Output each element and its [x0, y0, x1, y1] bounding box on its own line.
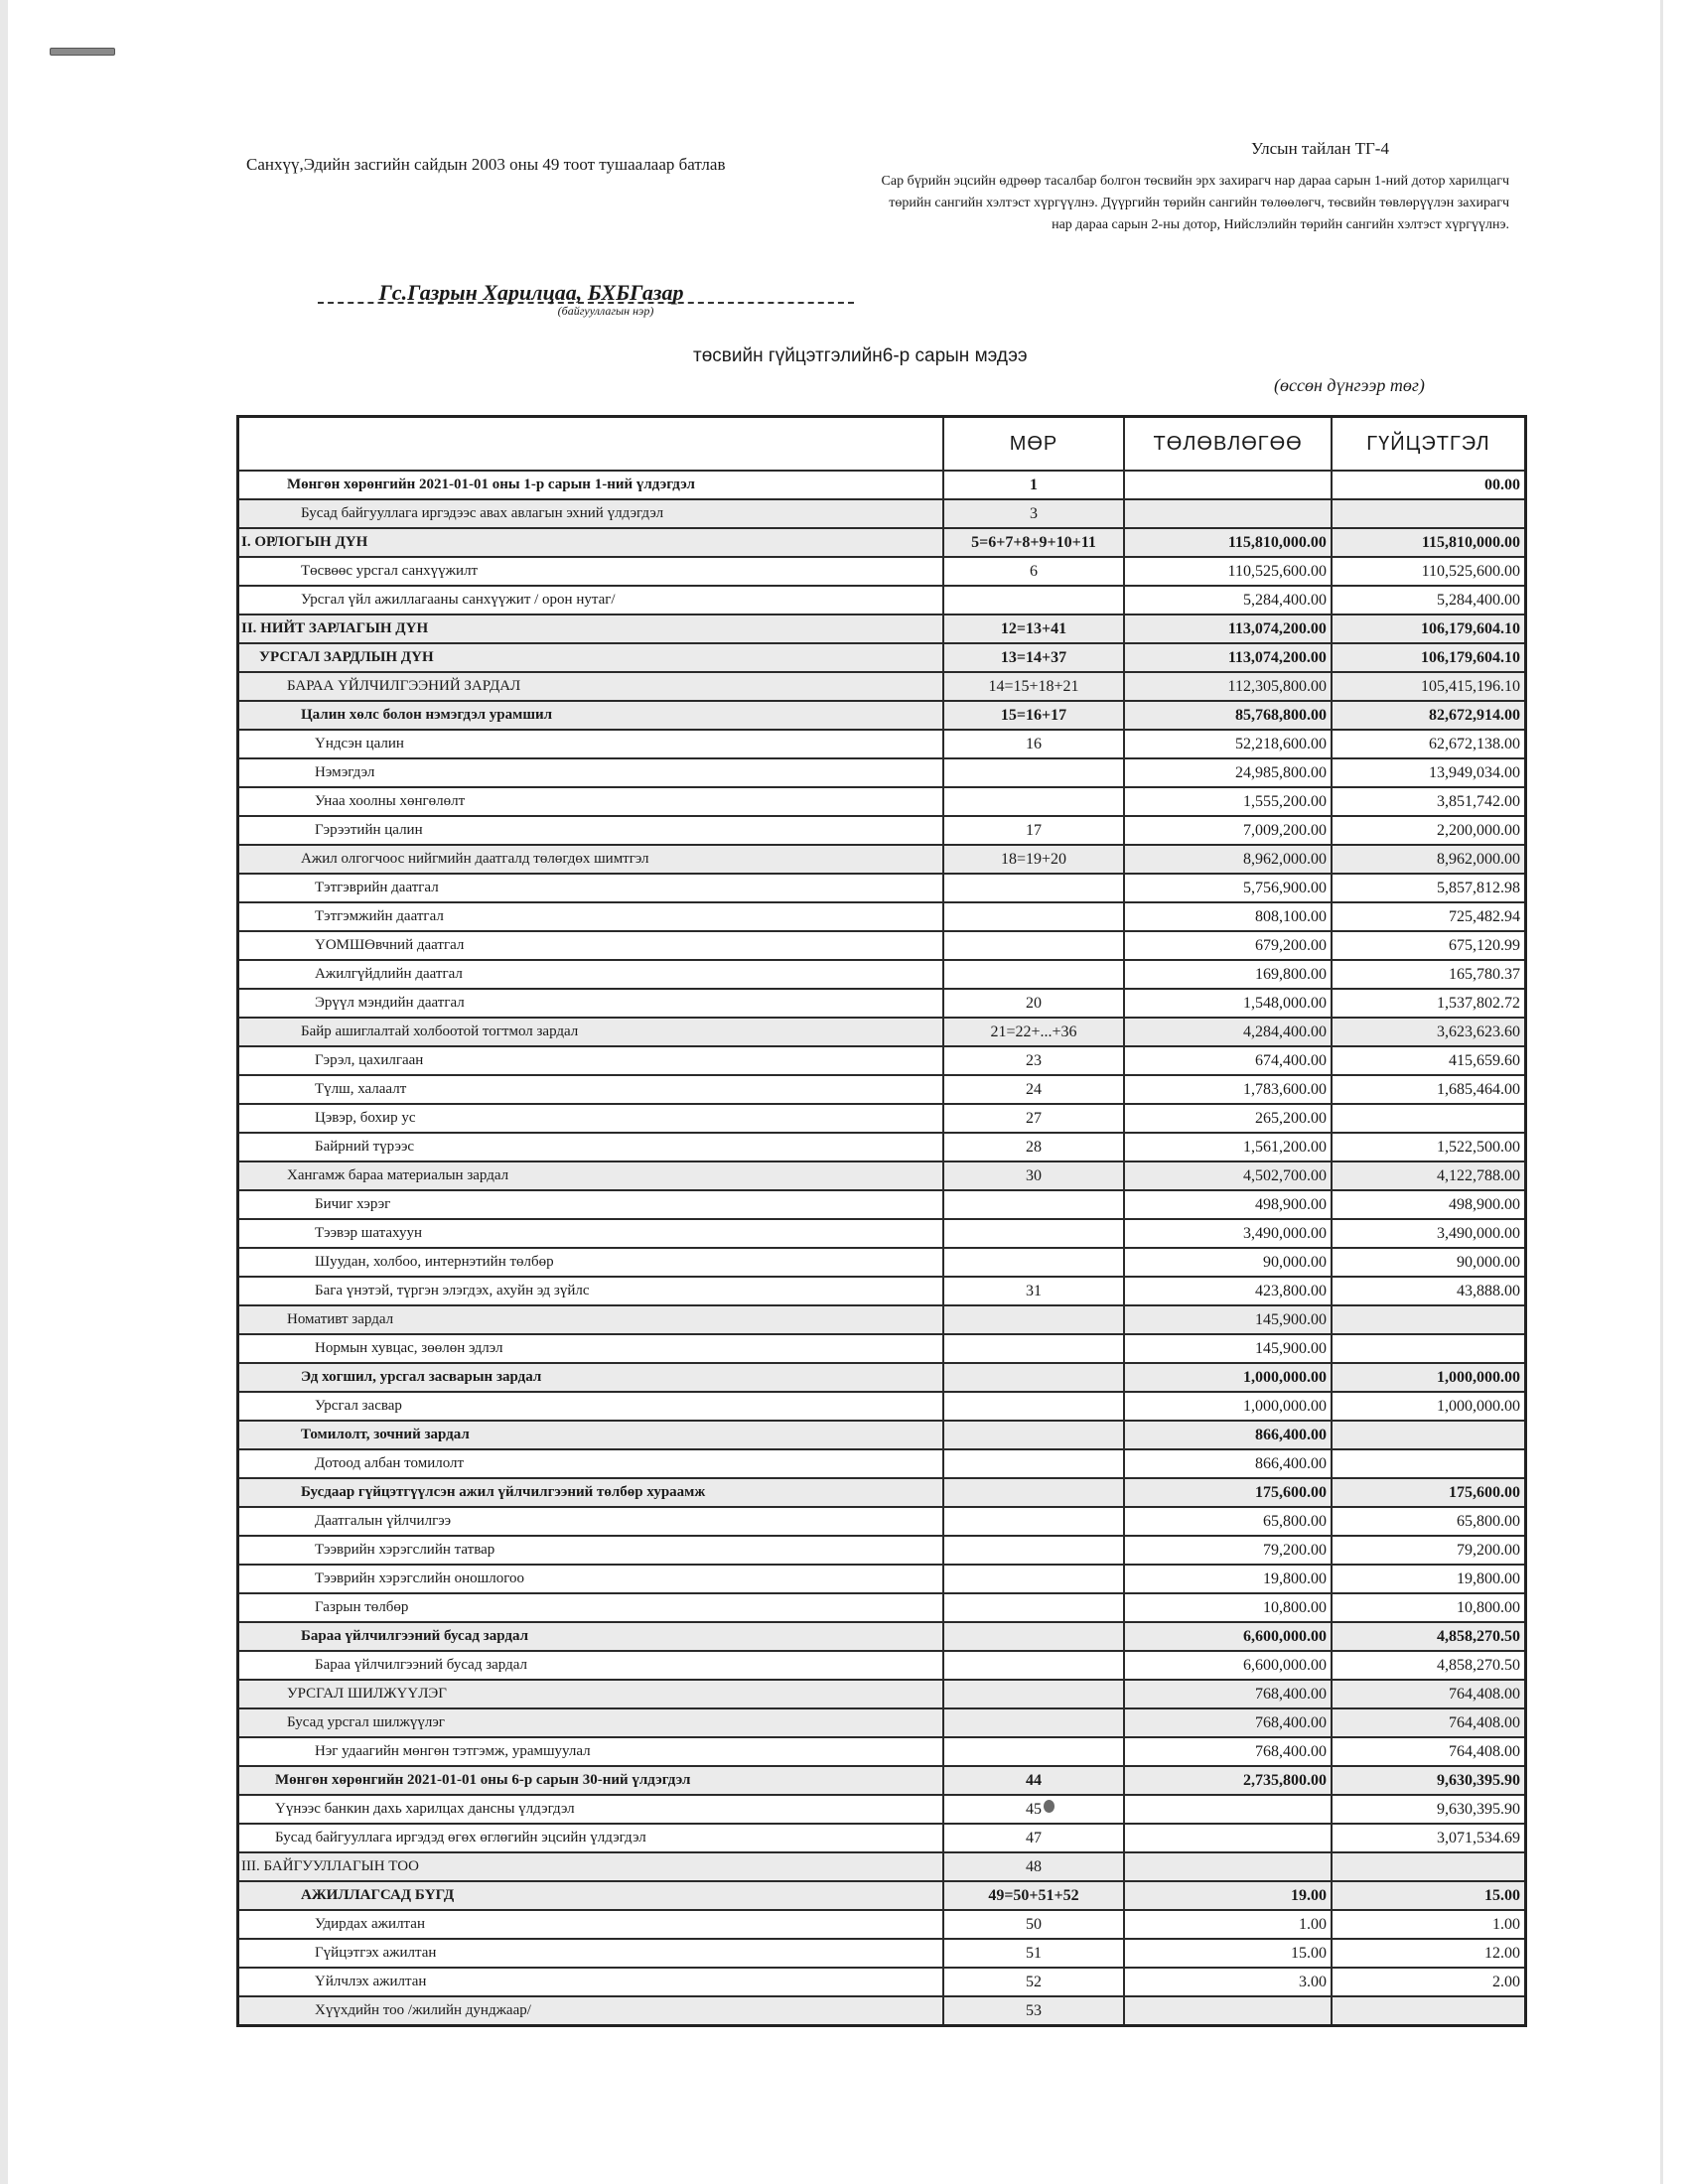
row-number: [943, 960, 1125, 989]
plan-value: 498,900.00: [1124, 1190, 1332, 1219]
plan-value: 866,400.00: [1124, 1421, 1332, 1449]
row-number: [943, 931, 1125, 960]
execution-value: 00.00: [1332, 471, 1526, 499]
row-number: 24: [943, 1075, 1125, 1104]
execution-value: 19,800.00: [1332, 1565, 1526, 1593]
row-label: Байр ашиглалтай холбоотой тогтмол зардал: [238, 1018, 943, 1046]
table-row: [238, 643, 1526, 672]
table-row: [238, 1046, 1526, 1075]
row-number: 18=19+20: [943, 845, 1125, 874]
row-number: 6: [943, 557, 1125, 586]
row-number: 47: [943, 1824, 1125, 1852]
row-number: 14=15+18+21: [943, 672, 1125, 701]
table-row: [238, 1622, 1526, 1651]
table-row: [238, 557, 1526, 586]
table-row: [238, 1449, 1526, 1478]
row-number: [943, 1363, 1125, 1392]
execution-value: 105,415,196.10: [1332, 672, 1526, 701]
execution-value: 764,408.00: [1332, 1680, 1526, 1708]
column-header-label: [238, 417, 943, 472]
table-row: [238, 1593, 1526, 1622]
execution-value: 106,179,604.10: [1332, 643, 1526, 672]
table-row: [238, 586, 1526, 614]
row-label: Гэрээтийн цалин: [238, 816, 943, 845]
row-label: Тэтгэврийн даатгал: [238, 874, 943, 902]
row-label: Шуудан, холбоо, интернэтийн төлбөр: [238, 1248, 943, 1277]
table-row: [238, 1334, 1526, 1363]
plan-value: 1,548,000.00: [1124, 989, 1332, 1018]
row-label: Нормын хувцас, зөөлөн эдлэл: [238, 1334, 943, 1363]
table-row: [238, 1680, 1526, 1708]
table-row: [238, 1075, 1526, 1104]
execution-value: [1332, 1104, 1526, 1133]
execution-value: 3,851,742.00: [1332, 787, 1526, 816]
plan-value: 5,284,400.00: [1124, 586, 1332, 614]
execution-value: [1332, 499, 1526, 528]
table-row: [238, 1910, 1526, 1939]
row-label: Бага үнэтэй, түргэн элэгдэх, ахуйн эд зүйлс: [238, 1277, 943, 1305]
row-number: [943, 1421, 1125, 1449]
plan-value: 674,400.00: [1124, 1046, 1332, 1075]
plan-value: 1,000,000.00: [1124, 1363, 1332, 1392]
row-number: 12=13+41: [943, 614, 1125, 643]
plan-value: 1,555,200.00: [1124, 787, 1332, 816]
execution-value: 90,000.00: [1332, 1248, 1526, 1277]
plan-value: 1,783,600.00: [1124, 1075, 1332, 1104]
row-number: [943, 1392, 1125, 1421]
row-label: Бичиг хэрэг: [238, 1190, 943, 1219]
execution-value: 1,000,000.00: [1332, 1363, 1526, 1392]
table-row: [238, 787, 1526, 816]
table-row: [238, 1939, 1526, 1968]
row-number: 23: [943, 1046, 1125, 1075]
execution-value: 4,122,788.00: [1332, 1161, 1526, 1190]
plan-value: 768,400.00: [1124, 1680, 1332, 1708]
table-row: [238, 499, 1526, 528]
plan-value: 79,200.00: [1124, 1536, 1332, 1565]
plan-value: 19,800.00: [1124, 1565, 1332, 1593]
execution-value: 12.00: [1332, 1939, 1526, 1968]
table-row: [238, 1737, 1526, 1766]
table-row: [238, 1852, 1526, 1881]
row-number: 51: [943, 1939, 1125, 1968]
row-label: Бусдаар гүйцэтгүүлсэн ажил үйлчилгээний төлбөр хураамж: [238, 1478, 943, 1507]
execution-value: [1332, 1996, 1526, 2026]
row-number: 48: [943, 1852, 1125, 1881]
row-label: Удирдах ажилтан: [238, 1910, 943, 1939]
row-number: 5=6+7+8+9+10+11: [943, 528, 1125, 557]
plan-value: 6,600,000.00: [1124, 1622, 1332, 1651]
plan-value: 15.00: [1124, 1939, 1332, 1968]
execution-value: 4,858,270.50: [1332, 1622, 1526, 1651]
table-row: [238, 1104, 1526, 1133]
row-label: Урсгал үйл ажиллагааны санхүүжит / орон нутаг/: [238, 586, 943, 614]
table-row: [238, 1133, 1526, 1161]
plan-value: [1124, 471, 1332, 499]
table-row: [238, 960, 1526, 989]
row-number: [943, 1680, 1125, 1708]
row-label: Тээврийн хэрэгслийн татвар: [238, 1536, 943, 1565]
plan-value: 1.00: [1124, 1910, 1332, 1939]
scan-right-edge: [1660, 0, 1663, 2184]
plan-value: 10,800.00: [1124, 1593, 1332, 1622]
table-row: [238, 1219, 1526, 1248]
execution-value: 1,522,500.00: [1332, 1133, 1526, 1161]
plan-value: 265,200.00: [1124, 1104, 1332, 1133]
row-number: [943, 1190, 1125, 1219]
row-number: [943, 1334, 1125, 1363]
execution-value: 79,200.00: [1332, 1536, 1526, 1565]
table-row: [238, 758, 1526, 787]
row-label: Тэтгэмжийн даатгал: [238, 902, 943, 931]
row-label: II. НИЙТ ЗАРЛАГЫН ДҮН: [238, 614, 943, 643]
execution-value: 3,623,623.60: [1332, 1018, 1526, 1046]
table-row: [238, 1421, 1526, 1449]
row-label: Мөнгөн хөрөнгийн 2021-01-01 оны 6-р сарын 30-ний үлдэгдэл: [238, 1766, 943, 1795]
row-label: Бусад байгууллага иргэдэд өгөх өглөгийн эцсийн үлдэгдэл: [238, 1824, 943, 1852]
row-number: 52: [943, 1968, 1125, 1996]
table-row: [238, 528, 1526, 557]
execution-value: 1.00: [1332, 1910, 1526, 1939]
report-code: Улсын тайлан ТГ-4: [1251, 139, 1389, 158]
execution-value: [1332, 1334, 1526, 1363]
row-label: Мөнгөн хөрөнгийн 2021-01-01 оны 1-р сарын 1-ний үлдэгдэл: [238, 471, 943, 499]
row-label: Эд хогшил, урсгал засварын зардал: [238, 1363, 943, 1392]
row-number: 1: [943, 471, 1125, 499]
table-row: [238, 1881, 1526, 1910]
execution-value: 175,600.00: [1332, 1478, 1526, 1507]
table-row: [238, 1305, 1526, 1334]
plan-value: [1124, 1852, 1332, 1881]
table-row: [238, 701, 1526, 730]
plan-value: 52,218,600.00: [1124, 730, 1332, 758]
row-label: Үндсэн цалин: [238, 730, 943, 758]
execution-value: 110,525,600.00: [1332, 557, 1526, 586]
execution-value: 415,659.60: [1332, 1046, 1526, 1075]
row-label: Тээвэр шатахуун: [238, 1219, 943, 1248]
table-row: [238, 1708, 1526, 1737]
row-number: 31: [943, 1277, 1125, 1305]
plan-value: 145,900.00: [1124, 1334, 1332, 1363]
plan-value: 175,600.00: [1124, 1478, 1332, 1507]
table-row: [238, 1363, 1526, 1392]
row-number: [943, 1737, 1125, 1766]
plan-value: 4,502,700.00: [1124, 1161, 1332, 1190]
row-label: Тээврийн хэрэгслийн оношлогоо: [238, 1565, 943, 1593]
plan-value: 24,985,800.00: [1124, 758, 1332, 787]
execution-value: 5,284,400.00: [1332, 586, 1526, 614]
execution-value: [1332, 1305, 1526, 1334]
row-label: Цалин хөлс болон нэмэгдэл урамшил: [238, 701, 943, 730]
table-header-row: [238, 417, 1526, 472]
row-number: [943, 1536, 1125, 1565]
plan-value: 866,400.00: [1124, 1449, 1332, 1478]
table-row: [238, 1824, 1526, 1852]
row-label: Эрүүл мэндийн даатгал: [238, 989, 943, 1018]
table-row: [238, 1996, 1526, 2026]
plan-value: 169,800.00: [1124, 960, 1332, 989]
row-label: Хангамж бараа материалын зардал: [238, 1161, 943, 1190]
row-number: 20: [943, 989, 1125, 1018]
row-number: [943, 874, 1125, 902]
plan-value: 145,900.00: [1124, 1305, 1332, 1334]
row-label: Бусад байгууллага иргэдээс авах авлагын эхний үлдэгдэл: [238, 499, 943, 528]
row-label: Нэг удаагийн мөнгөн тэтгэмж, урамшуулал: [238, 1737, 943, 1766]
table-row: [238, 471, 1526, 499]
execution-value: 675,120.99: [1332, 931, 1526, 960]
table-row: [238, 1795, 1526, 1824]
row-label: Цэвэр, бохир ус: [238, 1104, 943, 1133]
table-row: [238, 1161, 1526, 1190]
plan-value: 65,800.00: [1124, 1507, 1332, 1536]
organization-caption: (байгууллагын нэр): [557, 304, 654, 318]
row-number: 13=14+37: [943, 643, 1125, 672]
execution-value: 115,810,000.00: [1332, 528, 1526, 557]
row-label: Хүүхдийн тоо /жилийн дунджаар/: [238, 1996, 943, 2026]
plan-value: 8,962,000.00: [1124, 845, 1332, 874]
table-row: [238, 1968, 1526, 1996]
plan-value: 90,000.00: [1124, 1248, 1332, 1277]
row-number: [943, 1305, 1125, 1334]
budget-report-table: [236, 415, 1527, 2027]
row-label: Бараа үйлчилгээний бусад зардал: [238, 1651, 943, 1680]
execution-value: 10,800.00: [1332, 1593, 1526, 1622]
plan-value: 2,735,800.00: [1124, 1766, 1332, 1795]
row-label: Даатгалын үйлчилгээ: [238, 1507, 943, 1536]
execution-value: 4,858,270.50: [1332, 1651, 1526, 1680]
table-row: [238, 816, 1526, 845]
row-number: [943, 1478, 1125, 1507]
row-number: 27: [943, 1104, 1125, 1133]
scan-ink-spot: [1044, 1800, 1055, 1813]
execution-value: 3,071,534.69: [1332, 1824, 1526, 1852]
row-label: I. ОРЛОГЫН ДҮН: [238, 528, 943, 557]
row-number: 21=22+...+36: [943, 1018, 1125, 1046]
row-number: [943, 902, 1125, 931]
plan-value: [1124, 1824, 1332, 1852]
row-number: [943, 1593, 1125, 1622]
plan-value: 6,600,000.00: [1124, 1651, 1332, 1680]
execution-value: 8,962,000.00: [1332, 845, 1526, 874]
row-number: 45: [943, 1795, 1125, 1824]
execution-value: 1,537,802.72: [1332, 989, 1526, 1018]
plan-value: [1124, 1996, 1332, 2026]
row-number: 3: [943, 499, 1125, 528]
execution-value: 1,000,000.00: [1332, 1392, 1526, 1421]
execution-value: 9,630,395.90: [1332, 1766, 1526, 1795]
column-header-execution: ГҮЙЦЭТГЭЛ: [1332, 417, 1526, 472]
row-number: [943, 1651, 1125, 1680]
table-body: [238, 471, 1526, 2026]
plan-value: [1124, 499, 1332, 528]
execution-value: 82,672,914.00: [1332, 701, 1526, 730]
organization-block: [318, 280, 854, 319]
row-number: 49=50+51+52: [943, 1881, 1125, 1910]
row-label: АЖИЛЛАГСАД БҮГД: [238, 1881, 943, 1910]
scan-left-edge: [0, 0, 8, 2184]
plan-value: 1,000,000.00: [1124, 1392, 1332, 1421]
document-title: төсвийн гүйцэтгэлийн6-р сарын мэдээ: [693, 345, 1028, 366]
row-label: Унаа хоолны хөнгөлөлт: [238, 787, 943, 816]
row-number: [943, 1507, 1125, 1536]
row-label: Үйлчлэх ажилтан: [238, 1968, 943, 1996]
row-number: [943, 787, 1125, 816]
plan-value: 113,074,200.00: [1124, 614, 1332, 643]
approval-text: Санхүү,Эдийн засгийн сайдын 2003 оны 49 тоот тушаалаар батлав: [246, 155, 726, 174]
execution-value: [1332, 1421, 1526, 1449]
row-label: Бусад урсгал шилжүүлэг: [238, 1708, 943, 1737]
plan-value: 110,525,600.00: [1124, 557, 1332, 586]
execution-value: 3,490,000.00: [1332, 1219, 1526, 1248]
plan-value: 3.00: [1124, 1968, 1332, 1996]
row-label: Нэмэгдэл: [238, 758, 943, 787]
plan-value: 7,009,200.00: [1124, 816, 1332, 845]
row-number: [943, 1219, 1125, 1248]
table-row: [238, 845, 1526, 874]
table-row: [238, 1651, 1526, 1680]
row-label: Урсгал засвар: [238, 1392, 943, 1421]
row-label: III. БАЙГУУЛЛАГЫН ТОО: [238, 1852, 943, 1881]
report-note: Сар бүрийн эцсийн өдрөөр тасалбар болгон төсвийн эрх захирагч нар дараа сарын 1-ний дотор харилцагч төрийн сангийн хэлтэст хүргүүлнэ. Дүүргийн төрийн сангийн төлөөлөгч, төсвийн төвлөрүүлэн захирагч нар дараа сарын 2-ны дотор, Нийслэлийн төрийн сангийн хэлтэст хүргүүлнэ.: [881, 174, 1509, 232]
plan-value: 768,400.00: [1124, 1708, 1332, 1737]
organization-name: Гс.Газрын Харилцаа, БХБГазар: [378, 280, 684, 305]
table-row: [238, 989, 1526, 1018]
row-number: [943, 1622, 1125, 1651]
execution-value: 165,780.37: [1332, 960, 1526, 989]
table-row: [238, 1478, 1526, 1507]
execution-value: 13,949,034.00: [1332, 758, 1526, 787]
table-row: [238, 1536, 1526, 1565]
plan-value: 808,100.00: [1124, 902, 1332, 931]
row-number: 16: [943, 730, 1125, 758]
execution-value: [1332, 1449, 1526, 1478]
row-number: 28: [943, 1133, 1125, 1161]
plan-value: 4,284,400.00: [1124, 1018, 1332, 1046]
execution-value: 15.00: [1332, 1881, 1526, 1910]
row-label: Дотоод албан томилолт: [238, 1449, 943, 1478]
table-row: [238, 1392, 1526, 1421]
row-label: УРСГАЛ ШИЛЖҮҮЛЭГ: [238, 1680, 943, 1708]
row-label: Байрний түрээс: [238, 1133, 943, 1161]
table-row: [238, 614, 1526, 643]
table-row: [238, 672, 1526, 701]
execution-value: 764,408.00: [1332, 1708, 1526, 1737]
plan-value: [1124, 1795, 1332, 1824]
execution-value: 62,672,138.00: [1332, 730, 1526, 758]
execution-value: 106,179,604.10: [1332, 614, 1526, 643]
row-number: 17: [943, 816, 1125, 845]
execution-value: 498,900.00: [1332, 1190, 1526, 1219]
row-number: 44: [943, 1766, 1125, 1795]
row-number: [943, 1248, 1125, 1277]
table-row: [238, 1507, 1526, 1536]
row-number: [943, 1708, 1125, 1737]
row-number: 15=16+17: [943, 701, 1125, 730]
row-label: Гүйцэтгэх ажилтан: [238, 1939, 943, 1968]
row-label: БАРАА ҮЙЛЧИЛГЭЭНИЙ ЗАРДАЛ: [238, 672, 943, 701]
execution-value: 65,800.00: [1332, 1507, 1526, 1536]
table-row: [238, 902, 1526, 931]
plan-value: 113,074,200.00: [1124, 643, 1332, 672]
execution-value: [1332, 1852, 1526, 1881]
table-row: [238, 874, 1526, 902]
execution-value: 9,630,395.90: [1332, 1795, 1526, 1824]
row-label: Ажилгүйдлийн даатгал: [238, 960, 943, 989]
execution-value: 43,888.00: [1332, 1277, 1526, 1305]
table-row: [238, 730, 1526, 758]
plan-value: 19.00: [1124, 1881, 1332, 1910]
table-row: [238, 1565, 1526, 1593]
plan-value: 5,756,900.00: [1124, 874, 1332, 902]
plan-value: 679,200.00: [1124, 931, 1332, 960]
column-header-plan: ТӨЛӨВЛӨГӨӨ: [1124, 417, 1332, 472]
row-label: Гэрэл, цахилгаан: [238, 1046, 943, 1075]
table-row: [238, 1248, 1526, 1277]
plan-value: 768,400.00: [1124, 1737, 1332, 1766]
execution-value: 764,408.00: [1332, 1737, 1526, 1766]
execution-value: 5,857,812.98: [1332, 874, 1526, 902]
table-row: [238, 931, 1526, 960]
row-number: 30: [943, 1161, 1125, 1190]
row-label: Үүнээс банкин дахь харилцах дансны үлдэгдэл: [238, 1795, 943, 1824]
row-label: Түлш, халаалт: [238, 1075, 943, 1104]
row-label: Бараа үйлчилгээний бусад зардал: [238, 1622, 943, 1651]
execution-value: 1,685,464.00: [1332, 1075, 1526, 1104]
execution-value: 725,482.94: [1332, 902, 1526, 931]
row-label: Номативт зардал: [238, 1305, 943, 1334]
table-row: [238, 1766, 1526, 1795]
row-label: ҮОМШӨвчний даатгал: [238, 931, 943, 960]
execution-value: 2,200,000.00: [1332, 816, 1526, 845]
plan-value: 3,490,000.00: [1124, 1219, 1332, 1248]
row-number: [943, 586, 1125, 614]
plan-value: 112,305,800.00: [1124, 672, 1332, 701]
row-number: 50: [943, 1910, 1125, 1939]
column-header-row-number: МӨР: [943, 417, 1125, 472]
row-label: Төсвөөс урсгал санхүүжилт: [238, 557, 943, 586]
table-row: [238, 1277, 1526, 1305]
plan-value: 115,810,000.00: [1124, 528, 1332, 557]
plan-value: 85,768,800.00: [1124, 701, 1332, 730]
row-number: [943, 1449, 1125, 1478]
plan-value: 423,800.00: [1124, 1277, 1332, 1305]
plan-value: 1,561,200.00: [1124, 1133, 1332, 1161]
row-label: УРСГАЛ ЗАРДЛЫН ДҮН: [238, 643, 943, 672]
staple-mark: [50, 48, 115, 56]
row-label: Томилолт, зочний зардал: [238, 1421, 943, 1449]
row-label: Газрын төлбөр: [238, 1593, 943, 1622]
row-number: 53: [943, 1996, 1125, 2026]
execution-value: 2.00: [1332, 1968, 1526, 1996]
table-row: [238, 1190, 1526, 1219]
row-number: [943, 758, 1125, 787]
row-label: Ажил олгогчоос нийгмийн даатгалд төлөгдөх шимтгэл: [238, 845, 943, 874]
unit-note: (өссөн дүнгээр төг): [1274, 375, 1425, 395]
row-number: [943, 1565, 1125, 1593]
table-row: [238, 1018, 1526, 1046]
